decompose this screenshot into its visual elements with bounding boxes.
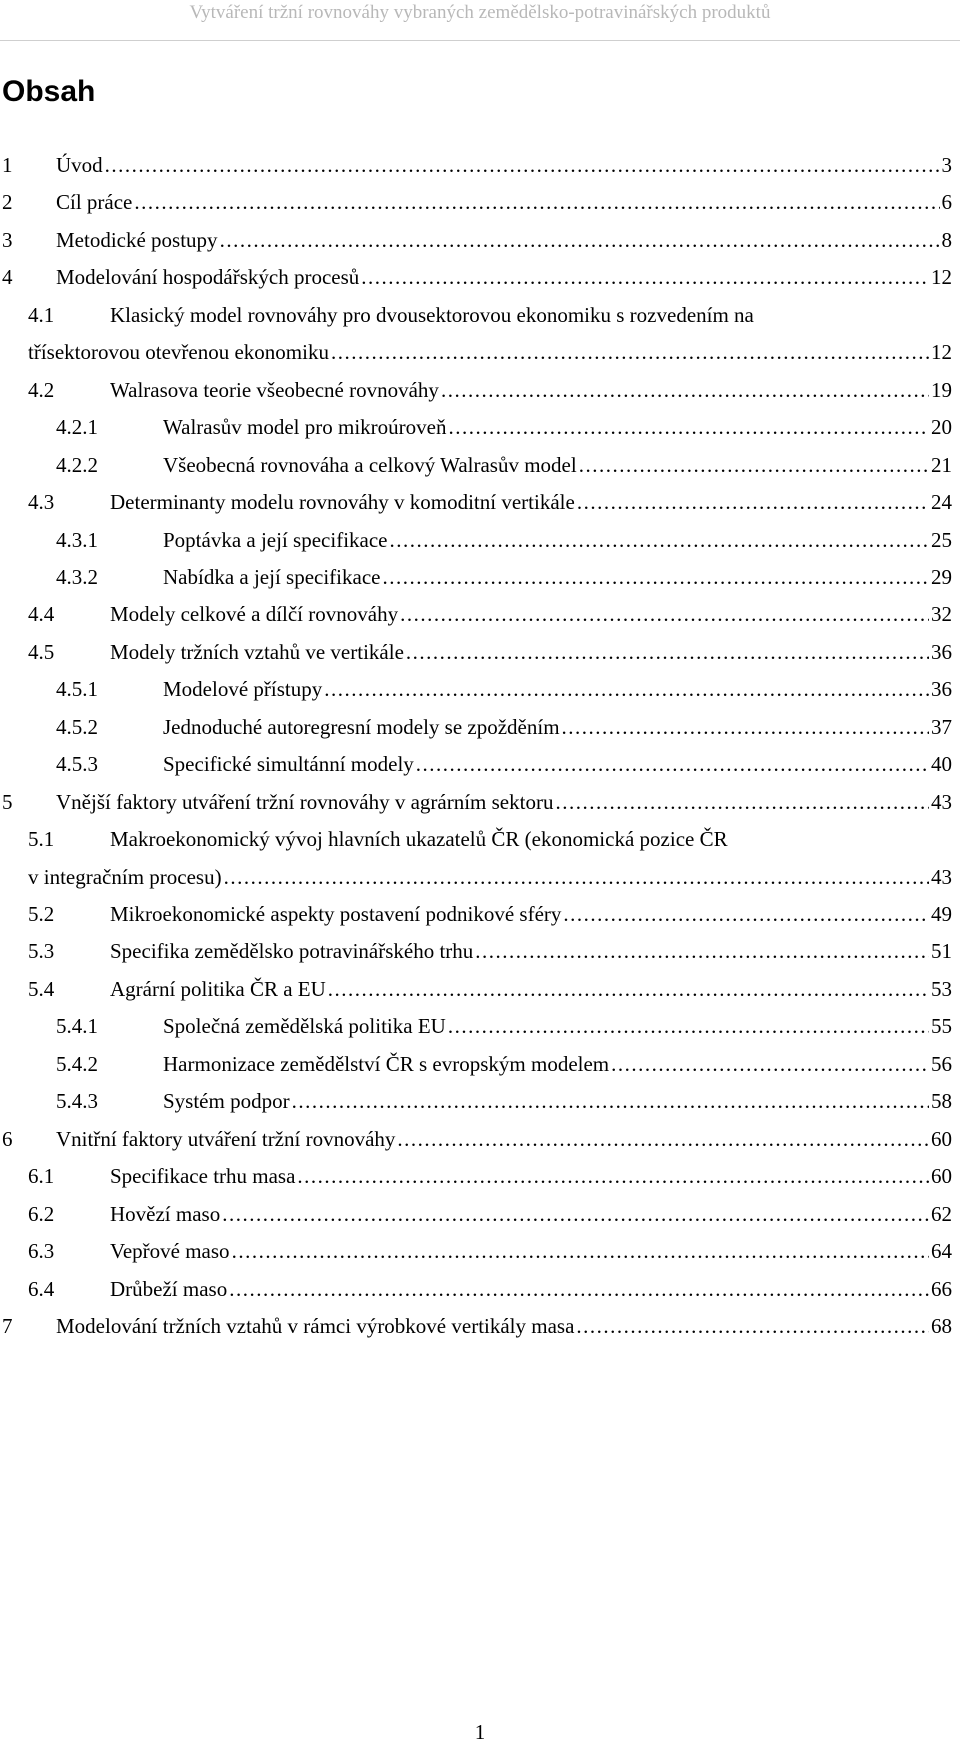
toc-entry-page: 37 — [931, 714, 952, 739]
toc-entry-title: Modely tržních vztahů ve vertikále — [110, 639, 404, 664]
toc-entry-page: 66 — [931, 1276, 952, 1301]
toc-entry[interactable] — [0, 225, 960, 255]
toc-entry[interactable] — [0, 1199, 960, 1229]
toc-entry-title: Cíl práce — [56, 190, 133, 215]
toc-entry-page: 24 — [931, 490, 952, 515]
toc-entry[interactable] — [0, 712, 960, 742]
toc-entry[interactable] — [0, 487, 960, 517]
toc-entry-page: 19 — [931, 377, 952, 402]
toc-entry-number: 7 — [2, 1313, 13, 1338]
toc-entry[interactable] — [0, 1049, 960, 1079]
toc-entry-title: Determinanty modelu rovnováhy v komoditní vertikále — [110, 490, 575, 515]
toc-leader-dots — [400, 599, 929, 629]
toc-entry-number: 6.4 — [28, 1276, 55, 1301]
toc-leader-dots — [397, 1124, 929, 1154]
toc-entry-title: Modely celkové a dílčí rovnováhy — [110, 602, 399, 627]
toc-entry-page: 64 — [931, 1239, 952, 1264]
toc-entry-number: 4.5.2 — [56, 714, 98, 739]
toc-entry-number: 4.5.3 — [56, 752, 98, 777]
toc-entry-number: 4.2.2 — [56, 452, 98, 477]
toc-entry[interactable] — [0, 599, 960, 629]
toc-entry[interactable] — [0, 450, 960, 480]
toc-entry-page: 55 — [931, 1014, 952, 1039]
toc-leader-dots — [222, 1199, 929, 1229]
toc-entry[interactable] — [0, 187, 960, 217]
toc-leader-dots — [105, 150, 940, 180]
toc-entry-title: Walrasova teorie všeobecné rovnováhy — [110, 377, 439, 402]
toc-entry-number: 6.1 — [28, 1164, 55, 1189]
toc-entry-title: Hovězí maso — [110, 1201, 221, 1226]
toc-entry[interactable] — [0, 412, 960, 442]
toc-leader-dots — [577, 487, 929, 517]
toc-leader-dots — [611, 1049, 929, 1079]
toc-leader-dots — [361, 262, 929, 292]
toc-entry-page: 60 — [931, 1164, 952, 1189]
toc-entry[interactable] — [0, 974, 960, 1004]
toc-entry-number: 1 — [2, 153, 13, 177]
toc-entry-number: 4.5.1 — [56, 677, 98, 702]
toc-leader-dots — [292, 1086, 929, 1116]
toc-entry[interactable] — [0, 899, 960, 929]
toc-leader-dots — [448, 1011, 929, 1041]
toc-entry[interactable] — [0, 262, 960, 292]
toc-leader-dots — [475, 936, 929, 966]
toc-entry-number: 4.1 — [28, 302, 55, 327]
toc-entry-title: Specifika zemědělsko potravinářského trhu — [110, 939, 474, 964]
toc-entry-number: 4.3 — [28, 490, 55, 515]
toc-entry-page: 8 — [941, 227, 952, 252]
toc-entry-page: 60 — [931, 1126, 952, 1151]
toc-entry-title: Nabídka a její specifikace — [163, 564, 381, 589]
toc-entry-page: 43 — [931, 864, 952, 889]
toc-entry[interactable] — [0, 936, 960, 966]
toc-entry-title: Harmonizace zemědělství ČR s evropským modelem — [163, 1051, 610, 1076]
toc-entry-page: 36 — [931, 639, 952, 664]
toc-entry-title: Vepřové maso — [110, 1239, 230, 1264]
toc-entry-number: 6.3 — [28, 1239, 55, 1264]
toc-leader-dots — [441, 375, 929, 405]
page-number: 1 — [474, 1720, 486, 1744]
toc-entry-number: 5.4 — [28, 976, 55, 1001]
toc-entry[interactable] — [0, 674, 960, 704]
toc-entry-title: Úvod — [56, 153, 103, 177]
toc-entry-number: 4.4 — [28, 602, 55, 627]
toc-entry-title: Mikroekonomické aspekty postavení podnikové sféry — [110, 902, 562, 926]
toc-entry-number: 5.4.3 — [56, 1089, 98, 1114]
toc-entry-title: Jednoduché autoregresní modely se zpožděním — [163, 714, 560, 739]
toc-leader-dots — [406, 637, 929, 667]
toc-entry-title: Modelování hospodářských procesů — [56, 265, 360, 290]
toc-entry[interactable] — [0, 375, 960, 405]
toc-entry-title: Specifické simultánní modely — [163, 752, 414, 777]
toc-entry-title: třísektorovou otevřenou ekonomiku — [28, 340, 329, 365]
toc-leader-dots — [562, 712, 929, 742]
toc-entry-page: 20 — [931, 415, 952, 440]
toc-entry-page: 12 — [931, 340, 952, 365]
toc-entry[interactable] — [0, 749, 960, 779]
toc-entry-title-first-line: Makroekonomický vývoj hlavních ukazatelů ČR (ekonomická pozice ČR — [110, 827, 728, 852]
toc-leader-dots — [382, 562, 929, 592]
toc-leader-dots — [576, 1311, 929, 1341]
toc-leader-dots — [331, 337, 929, 367]
toc-entry-number: 6 — [2, 1126, 13, 1151]
running-header: Vytváření tržní rovnováhy vybraných zemědělsko-potravinářských produktů — [0, 0, 960, 41]
toc-entry-continuation[interactable] — [0, 862, 960, 892]
toc-entry[interactable] — [0, 562, 960, 592]
toc-entry-title: Agrární politika ČR a EU — [110, 976, 326, 1001]
toc-entry-number: 5.4.1 — [56, 1014, 98, 1039]
toc-entry-number: 4.5 — [28, 639, 55, 664]
toc-entry[interactable] — [0, 300, 960, 330]
toc-entry[interactable] — [0, 1124, 960, 1154]
toc-entry-number: 3 — [2, 227, 13, 252]
toc-entry[interactable] — [0, 1311, 960, 1341]
toc-entry-number: 4.3.1 — [56, 527, 98, 552]
toc-entry-page: 62 — [931, 1201, 952, 1226]
toc-entry-page: 51 — [931, 939, 952, 964]
toc-entry-title: Systém podpor — [163, 1089, 290, 1114]
toc-leader-dots — [328, 974, 929, 1004]
toc-entry-page: 49 — [931, 902, 952, 926]
toc-entry-page: 21 — [931, 452, 952, 477]
toc-entry[interactable] — [0, 525, 960, 555]
toc-leader-dots — [229, 1274, 929, 1304]
toc-heading: Obsah — [2, 75, 96, 108]
toc-entry-number: 5.2 — [28, 902, 55, 926]
toc-entry[interactable] — [0, 1236, 960, 1266]
toc-leader-dots — [416, 749, 929, 779]
toc-leader-dots — [563, 899, 929, 929]
toc-entry-number: 4.3.2 — [56, 564, 98, 589]
toc-leader-dots — [579, 450, 929, 480]
toc-entry-title: Walrasův model pro mikroúroveň — [163, 415, 447, 440]
toc-leader-dots — [232, 1236, 929, 1266]
toc-entry-title: Specifikace trhu masa — [110, 1164, 296, 1189]
toc-entry-number: 4.2 — [28, 377, 55, 402]
toc-entry-page: 12 — [931, 265, 952, 290]
toc-entry-continuation[interactable] — [0, 337, 960, 367]
toc-entry-page: 40 — [931, 752, 952, 777]
toc-leader-dots — [297, 1161, 929, 1191]
toc-entry-page: 58 — [931, 1089, 952, 1114]
toc-entry-page: 25 — [931, 527, 952, 552]
toc-entry[interactable] — [0, 1274, 960, 1304]
toc-entry-number: 6.2 — [28, 1201, 55, 1226]
toc-leader-dots — [324, 674, 929, 704]
toc-entry-number: 2 — [2, 190, 13, 215]
toc-entry-number: 4.2.1 — [56, 415, 98, 440]
toc-entry-number: 5.3 — [28, 939, 55, 964]
toc-entry-page: 6 — [941, 190, 952, 215]
toc-entry[interactable] — [0, 1161, 960, 1191]
toc-entry[interactable] — [0, 637, 960, 667]
toc-entry-page: 29 — [931, 564, 952, 589]
toc-leader-dots — [224, 862, 929, 892]
toc-entry-title: Všeobecná rovnováha a celkový Walrasův model — [163, 452, 577, 477]
toc-leader-dots — [390, 525, 930, 555]
toc-leader-dots — [220, 225, 940, 255]
toc-entry-title: Metodické postupy — [56, 227, 218, 252]
toc-entry-title: Společná zemědělská politika EU — [163, 1014, 446, 1039]
toc-entry-number: 5 — [2, 789, 13, 814]
toc-entry-title: Poptávka a její specifikace — [163, 527, 388, 552]
toc-entry-title: Modelování tržních vztahů v rámci výrobkové vertikály masa — [56, 1313, 575, 1338]
toc-leader-dots — [449, 412, 930, 442]
toc-leader-dots — [134, 187, 939, 217]
toc-entry-page: 56 — [931, 1051, 952, 1076]
toc-entry-title: Vnitřní faktory utváření tržní rovnováhy — [56, 1126, 396, 1151]
toc-entry-page: 68 — [931, 1313, 952, 1338]
toc-entry[interactable] — [0, 1011, 960, 1041]
toc-entry-title: Vnější faktory utváření tržní rovnováhy v agrárním sektoru — [56, 789, 554, 814]
toc-entry-page: 53 — [931, 976, 952, 1001]
toc-entry-title: v integračním procesu) — [28, 864, 222, 889]
toc-entry[interactable] — [0, 150, 960, 180]
toc-entry-number: 4 — [2, 265, 13, 290]
toc-entry[interactable] — [0, 787, 960, 817]
toc-leader-dots — [555, 787, 929, 817]
toc-entry-number: 5.1 — [28, 827, 55, 852]
toc-entry-page: 43 — [931, 789, 952, 814]
toc-entry[interactable] — [0, 824, 960, 854]
toc-entry-page: 36 — [931, 677, 952, 702]
toc-entry-title: Drůbeží maso — [110, 1276, 228, 1301]
toc-entry-page: 32 — [931, 602, 952, 627]
toc-entry-page: 3 — [941, 153, 952, 177]
toc-entry-number: 5.4.2 — [56, 1051, 98, 1076]
toc-entry-title: Modelové přístupy — [163, 677, 323, 702]
toc-entry-title-first-line: Klasický model rovnováhy pro dvousektorovou ekonomiku s rozvedením na — [110, 302, 754, 327]
toc-entry[interactable] — [0, 1086, 960, 1116]
